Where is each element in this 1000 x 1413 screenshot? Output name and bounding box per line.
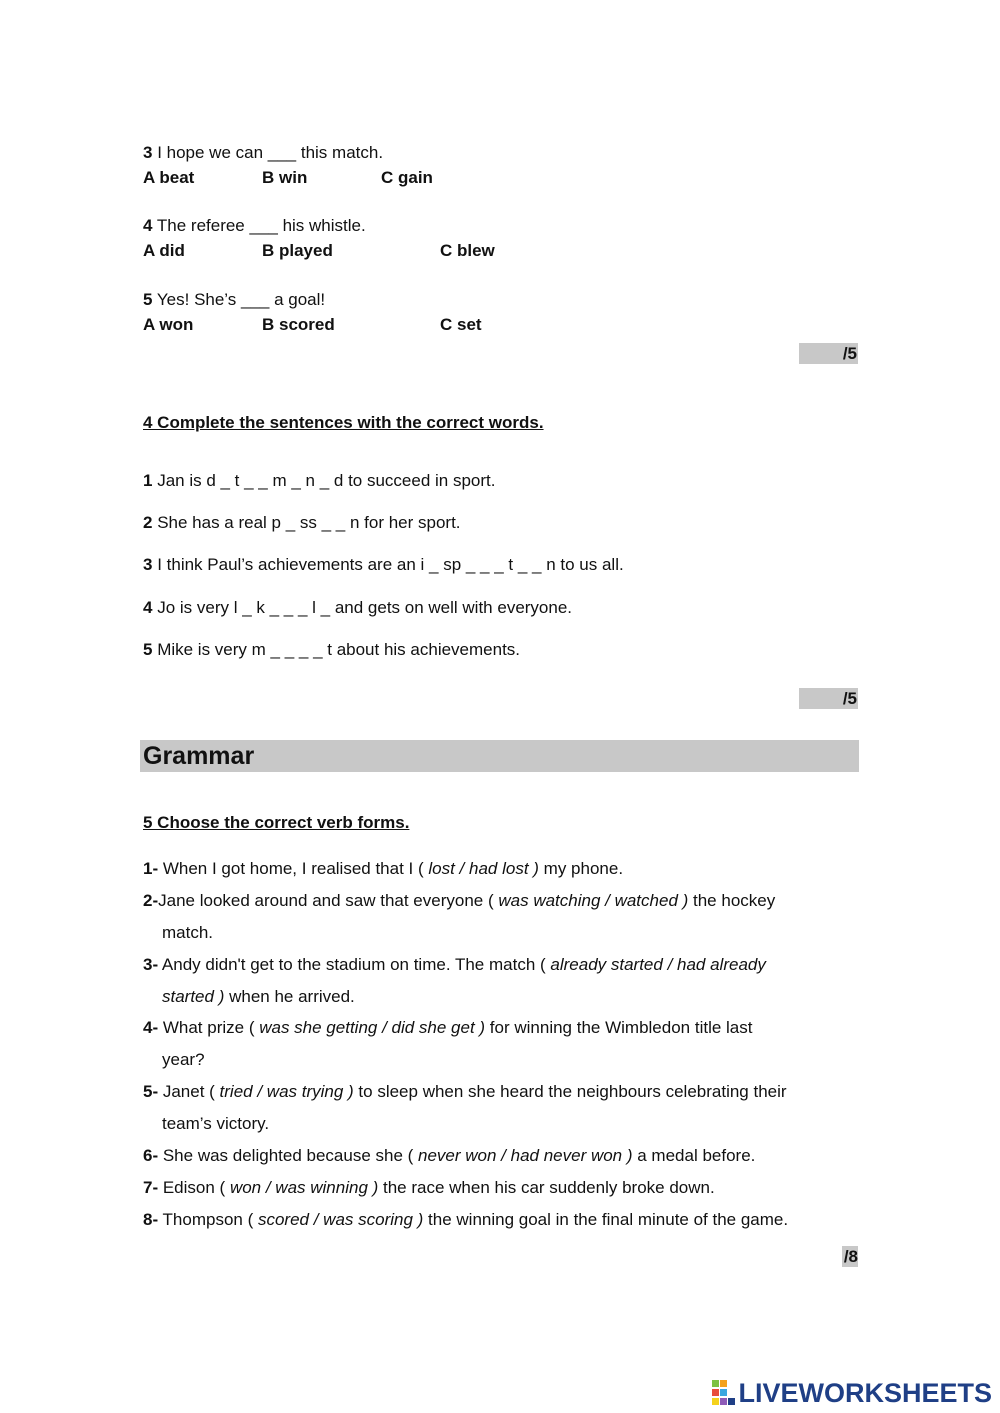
grammar-item-5 xyxy=(143,1081,787,1103)
exercise-4-heading: 4 Complete the sentences with the correct words. xyxy=(143,413,544,432)
grammar-item-1 xyxy=(143,858,623,880)
item-text[interactable]: Jan is d _ t _ _ m _ n _ d to succeed in sport. xyxy=(152,471,496,490)
item-number: 7- xyxy=(143,1178,159,1197)
liveworksheets-logo xyxy=(712,1380,992,1406)
mc-question-5 xyxy=(143,289,325,311)
item-text[interactable]: Mike is very m _ _ _ _ t about his achievements. xyxy=(152,640,521,659)
grammar-item-4-continued: year? xyxy=(162,1050,205,1069)
grammar-item-2-continued: match. xyxy=(162,923,214,942)
item-text: What prize ( xyxy=(158,1018,260,1037)
option-b[interactable]: B played xyxy=(262,241,333,260)
exercise-4-item xyxy=(143,554,624,576)
question-text: I hope we can ___ this match. xyxy=(152,143,384,162)
grammar-item-2 xyxy=(143,890,775,912)
option-c[interactable]: C set xyxy=(440,315,482,334)
grammar-item-3-continued xyxy=(162,986,355,1008)
item-number: 4 xyxy=(143,598,153,617)
item-text: Janet ( xyxy=(158,1082,220,1101)
exercise-4-item xyxy=(143,639,520,661)
verb-choice[interactable]: already started / had already xyxy=(550,955,766,974)
item-text: Edison ( xyxy=(158,1178,230,1197)
verb-choice[interactable]: never won / had never won ) xyxy=(418,1146,633,1165)
item-number: 3 xyxy=(143,555,153,574)
item-number: 4- xyxy=(143,1018,159,1037)
item-number: 5 xyxy=(143,640,153,659)
question-text: Yes! She’s ___ a goal! xyxy=(152,290,326,309)
option-a[interactable]: A won xyxy=(143,315,194,334)
item-number: 8- xyxy=(143,1210,159,1229)
item-text: when he arrived. xyxy=(224,987,355,1006)
question-number: 3 xyxy=(143,143,153,162)
exercise-4-item xyxy=(143,512,461,534)
section-title: Grammar xyxy=(143,742,255,770)
mc-question-4 xyxy=(143,215,366,237)
score-box: /8 xyxy=(843,1247,858,1266)
verb-choice[interactable]: won / was winning ) xyxy=(229,1178,379,1197)
option-a[interactable]: A beat xyxy=(143,168,195,187)
exercise-4-item xyxy=(143,470,496,492)
verb-choice[interactable]: started ) xyxy=(162,987,225,1006)
item-text: Thompson ( xyxy=(158,1210,258,1229)
item-text[interactable]: Jo is very l _ k _ _ _ l _ and gets on well with everyone. xyxy=(152,598,573,617)
grammar-item-7 xyxy=(143,1177,715,1199)
verb-choice[interactable]: lost / had lost ) xyxy=(428,859,539,878)
item-text: to sleep when she heard the neighbours celebrating their xyxy=(353,1082,787,1101)
question-text: The referee ___ his whistle. xyxy=(152,216,366,235)
item-text: for winning the Wimbledon title last xyxy=(485,1018,753,1037)
grammar-item-3 xyxy=(143,954,766,976)
verb-choice[interactable]: scored / was scoring ) xyxy=(257,1210,424,1229)
item-text: the hockey xyxy=(688,891,776,910)
item-text: Andy didn't get to the stadium on time. The match ( xyxy=(158,955,551,974)
item-text[interactable]: She has a real p _ ss _ _ n for her sport. xyxy=(152,513,461,532)
item-number: 2- xyxy=(143,891,159,910)
item-text: my phone. xyxy=(538,859,624,878)
item-number: 6- xyxy=(143,1146,159,1165)
verb-choice[interactable]: tried / was trying ) xyxy=(219,1082,354,1101)
verb-choice[interactable]: was she getting / did she get ) xyxy=(259,1018,486,1037)
question-number: 4 xyxy=(143,216,153,235)
item-text: When I got home, I realised that I ( xyxy=(158,859,429,878)
logo-text: LIVEWORKSHEETS xyxy=(738,1378,992,1408)
score-box: /5 xyxy=(799,688,858,709)
item-number: 2 xyxy=(143,513,153,532)
item-text: She was delighted because she ( xyxy=(158,1146,419,1165)
item-text: the race when his car suddenly broke down. xyxy=(378,1178,715,1197)
question-number: 5 xyxy=(143,290,153,309)
grammar-item-8 xyxy=(143,1209,788,1231)
option-c[interactable]: C blew xyxy=(440,241,495,260)
item-text: Jane looked around and saw that everyone ( xyxy=(158,891,499,910)
option-a[interactable]: A did xyxy=(143,241,185,260)
grammar-item-5-continued: team’s victory. xyxy=(162,1114,270,1133)
item-text: the winning goal in the final minute of the game. xyxy=(423,1210,789,1229)
item-number: 3- xyxy=(143,955,159,974)
exercise-5-heading: 5 Choose the correct verb forms. xyxy=(143,813,410,832)
item-text: a medal before. xyxy=(632,1146,756,1165)
item-number: 1 xyxy=(143,471,153,490)
verb-choice[interactable]: was watching / watched ) xyxy=(498,891,689,910)
item-number: 1- xyxy=(143,859,159,878)
grammar-item-4 xyxy=(143,1017,752,1039)
item-text[interactable]: I think Paul’s achievements are an i _ sp _ _ _ t _ _ n to us all. xyxy=(152,555,624,574)
option-b[interactable]: B win xyxy=(262,168,308,187)
grammar-item-6 xyxy=(143,1145,755,1167)
exercise-4-item xyxy=(143,597,572,619)
liveworksheets-blocks-icon xyxy=(712,1380,736,1406)
option-c[interactable]: C gain xyxy=(381,168,433,187)
item-number: 5- xyxy=(143,1082,159,1101)
option-b[interactable]: B scored xyxy=(262,315,335,334)
score-box: /5 xyxy=(799,343,858,364)
mc-question-3 xyxy=(143,142,383,164)
